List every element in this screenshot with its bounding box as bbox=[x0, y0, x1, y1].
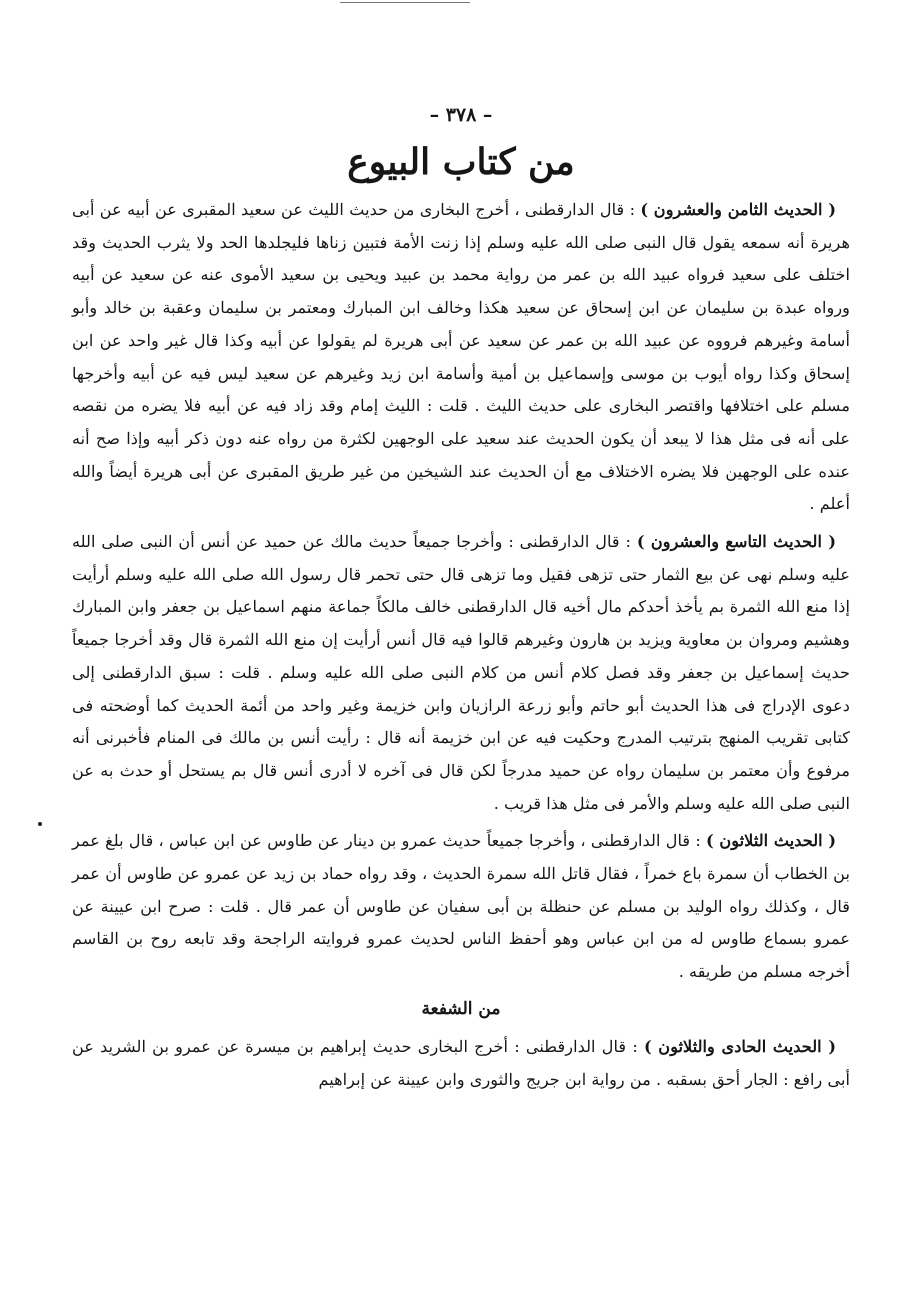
hadith-heading: ( الحديث الثامن والعشرون ) bbox=[640, 200, 836, 219]
chapter-title: من كتاب البيوع bbox=[347, 141, 575, 183]
hadith-heading: ( الحديث الثلاثون ) bbox=[706, 831, 836, 851]
margin-dot bbox=[38, 822, 42, 826]
document-page bbox=[72, 98, 850, 1096]
hadith-text: : قال الدارقطنى : وأخرجا جميعاً حديث مالك عن حميد عن أنس أن النبى صلى الله عليه وسلم نهى عن بيع الثمار حتى تزهى فقيل وما تزهى قال حتى تحمر قال رسول الله صلى الله عليه وسلم أرأيت إذا منع الله الثمرة بم يأخذ أحدكم مال أخيه قال الدارقطنى خالف مالكاً جماعة منهم اسماعيل بن جعفر وابن المبارك وهشيم ومروان بن معاوية ويزيد بن هارون وغيرهم قالوا فيه قال أنس أرأيت إن منع الله الثمرة قال وقد أخرجا جميعاً حديث إسماعيل بن جعفر وقد فصل كلام أنس من كلام النبى صلى الله عليه وسلم . قلت : سبق الدارقطنى إلى دعوى الإدراج فى هذا الحديث أبو حاتم وأبو زرعة الرازيان وابن خزيمة وغير واحد من أئمة الحديث كما أوضحته فى كتابى تقريب المنهج بترتيب المدرج وحكيت فيه عن ابن خزيمة أنه قال : رأيت أنس بن مالك فى المنام فأخبرنى أنه مرفوع وأن معتمر بن سليمان رواه عن حميد مدرجاً لكن قال فى آخره لا أدرى أنس قال بم يستحل أو حدث به عن النبى صلى الله عليه وسلم والأمر فى مثل هذا قريب . bbox=[72, 532, 850, 813]
hadith-paragraph-28 bbox=[72, 194, 850, 521]
hadith-paragraph-29 bbox=[72, 526, 850, 820]
section-title: من الشفعة bbox=[421, 998, 501, 1019]
page-number: – ٣٧٨ – bbox=[429, 104, 493, 126]
hadith-text: : قال الدارقطنى : أخرج البخارى حديث إبراهيم بن ميسرة عن عمرو بن الشريد عن أبى رافع : الجار أحق بسقبه . من رواية ابن جريج والثورى وابن عيينة عن إبراهيم bbox=[72, 1036, 850, 1089]
hadith-paragraph-30 bbox=[72, 825, 850, 989]
hadith-heading: ( الحديث الحادى والثلاثون ) bbox=[643, 1036, 837, 1056]
hadith-paragraph-31 bbox=[72, 1031, 850, 1096]
hadith-heading: ( الحديث التاسع والعشرون ) bbox=[636, 532, 836, 552]
hadith-text: : قال الدارقطنى ، أخرج البخارى من حديث الليث عن سعيد المقبرى عن أبيه عن أبى هريرة أنه سمعه يقول قال النبى صلى الله عليه وسلم إذا زنت الأمة فتبين زناها فليجلدها الحد ولا يثرب الحديث وقد اختلف على سعيد فرواه عبيد الله بن عمر من رواية محمد بن عبيد ويحيى بن سعيد الأموى عنه عن سعيد عن أبيه ورواه عبدة بن سليمان عن ابن إسحاق عن سعيد هكذا وخالف ابن المبارك ومعتمر بن سليمان وعقبة بن خالد وأبو أسامة وغيرهم فرووه عن عبيد الله بن عمر عن سعيد عن أبى هريرة لم يقولوا عن أبيه وكذا قال غير واحد عن ابن إسحاق وكذا رواه أيوب بن موسى وإسماعيل بن أمية وأسامة ابن زيد وغيرهم عن سعيد ليس فيه عن أبيه وأخرجها مسلم على اختلافها واقتصر البخارى على حديث الليث . قلت : الليث إمام وقد زاد فيه عن أبيه فلا يضره من نقصه على أنه فى مثل هذا لا يبعد أن يكون الحديث عند سعيد على الوجهين لكثرة من رواه عنه دون ذكر أبيه وإذا صح أنه عنده على الوجهين فلا يضره الاختلاف مع أن الحديث عند الشيخين من غير طريق المقبرى عن أبى هريرة أيضاً والله أعلم . bbox=[72, 200, 850, 514]
hadith-text: : قال الدارقطنى ، وأخرجا جميعاً حديث عمرو بن دينار عن طاوس عن ابن عباس ، قال بلغ عمر بن الخطاب أن سمرة باع خمراً ، فقال قاتل الله سمرة الحديث ، وقد رواه حماد بن زيد عن عمرو عن طاوس أن عمر قال ، وكذلك رواه الوليد بن مسلم عن حنظلة بن أبى سفيان عن طاوس أن عمر قال . قلت : صرح ابن عيينة عن عمرو بسماع طاوس له من ابن عباس وهو أحفظ الناس لحديث عمرو فروايته الراجحة وقد تابعه روح بن القاسم أخرجه مسلم من طريقه . bbox=[72, 831, 850, 982]
top-rule bbox=[340, 2, 470, 3]
